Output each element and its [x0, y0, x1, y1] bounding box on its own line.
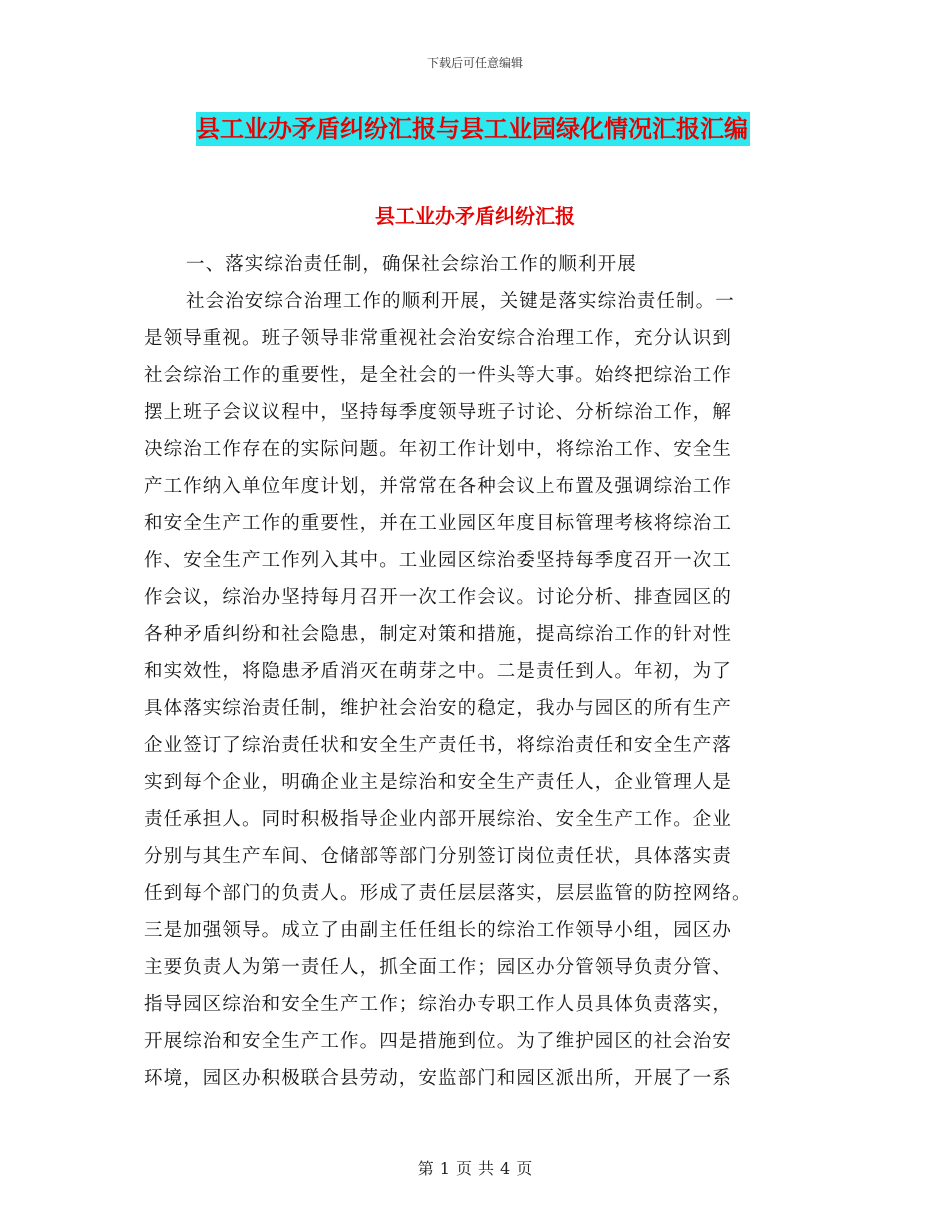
- current-page-number: 1: [439, 1159, 450, 1178]
- body-text: [144, 246, 794, 1097]
- paragraph-line: 社会综治工作的重要性，是全社会的一件头等大事。始终把综治工作: [144, 365, 733, 386]
- total-pages-number: 4: [500, 1159, 511, 1178]
- paragraph-line: 企业签订了综治责任状和安全生产责任书，将综治责任和安全生产落: [144, 735, 733, 756]
- page-footer: [0, 1156, 950, 1179]
- paragraph-line: 责任承担人。同时积极指导企业内部开展综治、安全生产工作。企业: [144, 809, 733, 830]
- paragraph-line: 分别与其生产车间、仓储部等部门分别签订岗位责任状，具体落实责: [144, 846, 733, 867]
- paragraph-line: 作、安全生产工作列入其中。工业园区综治委坚持每季度召开一次工: [144, 550, 733, 571]
- paragraph-line: 环境，园区办积极联合县劳动，安监部门和园区派出所，开展了一系: [144, 1068, 733, 1089]
- paragraph-line: 是领导重视。班子领导非常重视社会治安综合治理工作，充分认识到: [144, 328, 733, 349]
- header-note: 下载后可任意编辑: [426, 56, 523, 70]
- paragraph-line: 实到每个企业，明确企业主是综治和安全生产责任人，企业管理人是: [144, 772, 733, 793]
- paragraph-line: 决综治工作存在的实际问题。年初工作计划中，将综治工作、安全生: [144, 439, 733, 460]
- paragraph-line: 摆上班子会议议程中，坚持每季度领导班子讨论、分析综治工作，解: [144, 402, 733, 423]
- section-title: 县工业办矛盾纠纷汇报: [375, 204, 575, 228]
- footer-total-label: 共: [478, 1159, 495, 1178]
- footer-page-label: 页: [455, 1159, 472, 1178]
- paragraph-line: 和实效性，将隐患矛盾消灭在萌芽之中。二是责任到人。年初，为了: [144, 661, 733, 682]
- paragraph-line: 任到每个部门的负责人。形成了责任层层落实，层层监管的防控网络。: [144, 883, 752, 904]
- paragraph-line: 开展综治和安全生产工作。四是措施到位。为了维护园区的社会治安: [144, 1031, 733, 1052]
- footer-suffix: 页: [516, 1159, 533, 1178]
- footer-prefix: 第: [417, 1159, 434, 1178]
- section-heading-line: 一、落实综治责任制，确保社会综治工作的顺利开展: [186, 254, 637, 275]
- paragraph-line: 具体落实综治责任制，维护社会治安的稳定，我办与园区的所有生产: [144, 698, 733, 719]
- paragraph-line: 和安全生产工作的重要性，并在工业园区年度目标管理考核将综治工: [144, 513, 733, 534]
- paragraph-line: 指导园区综治和安全生产工作；综治办专职工作人员具体负责落实，: [144, 994, 733, 1015]
- paragraph-line: 各种矛盾纠纷和社会隐患，制定对策和措施，提高综治工作的针对性: [144, 624, 733, 645]
- paragraph-line: 三是加强领导。成立了由副主任任组长的综治工作领导小组，园区办: [144, 920, 733, 941]
- paragraph-line: 主要负责人为第一责任人，抓全面工作；园区办分管领导负责分管、: [144, 957, 733, 978]
- paragraph-line: 作会议，综治办坚持每月召开一次工作会议。讨论分析、排查园区的: [144, 587, 733, 608]
- paragraph-line: 产工作纳入单位年度计划，并常常在各种会议上布置及强调综治工作: [144, 476, 733, 497]
- document-main-title: 县工业办矛盾纠纷汇报与县工业园绿化情况汇报汇编: [196, 112, 750, 146]
- paragraph-line: 社会治安综合治理工作的顺利开展，关键是落实综治责任制。一: [186, 291, 735, 312]
